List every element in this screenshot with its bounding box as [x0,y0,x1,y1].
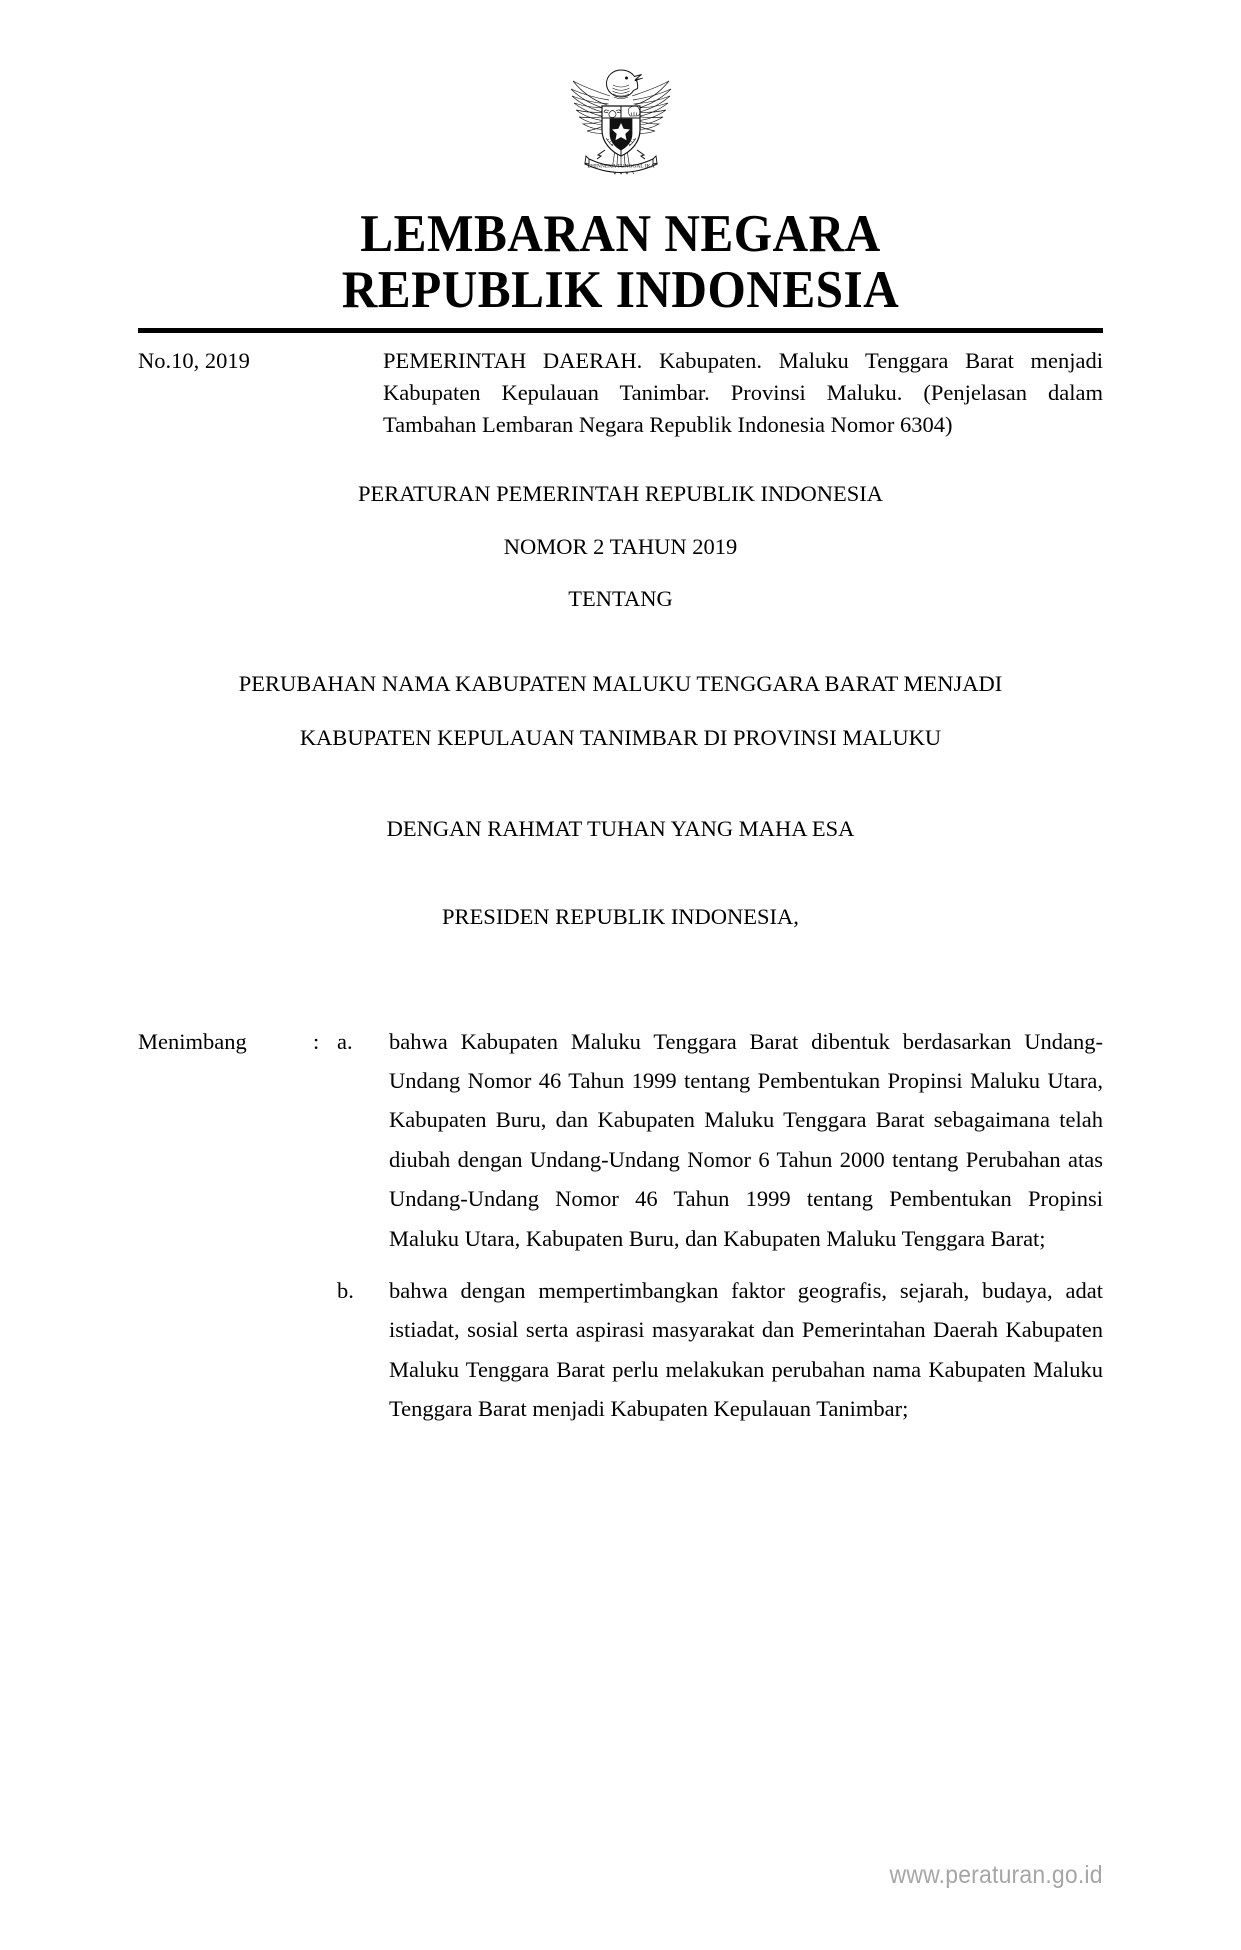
masthead [172,206,1069,318]
subject-line-1: PERUBAHAN NAMA KABUPATEN MALUKU TENGGARA BARAT MENJADI [238,670,1003,696]
regulation-type-heading: PERATURAN PEMERINTAH REPUBLIK INDONESIA [357,481,884,507]
gazette-number: No.10, 2019 [138,348,250,374]
considerations-colon: : [313,1028,320,1054]
subject-heading [138,670,1103,751]
considerations-label: Menimbang [138,1028,247,1054]
regulation-number-heading: NOMOR 2 TAHUN 2019 [503,533,738,559]
consideration-text-a: bahwa Kabupaten Maluku Tenggara Barat dibentuk berdasarkan Undang-Undang Nomor 46 Tahun 1999 tentang Pembentukan Propinsi Maluku Utara, Kabupaten Buru, dan Kabupaten Maluku Tenggara Barat sebagaimana telah diubah dengan Undang-Undang Nomor 6 Tahun 2000 tentang Perubahan atas Undang-Undang Nomor 46 Tahun 1999 tentang Pembentukan Propinsi Maluku Utara, Kabupaten Buru, dan Kabupaten Maluku Tenggara Barat; [389,1028,1103,1251]
emblem-container [138,0,1103,192]
consideration-item-a [138,1022,1103,1258]
consideration-item-b [138,1271,1103,1429]
masthead-line-1: LEMBARAN NEGARA [360,205,881,263]
subject-line-2: KABUPATEN KEPULAUAN TANIMBAR DI PROVINSI MALUKU [299,725,942,751]
consideration-marker-a: a. [337,1028,353,1054]
source-watermark: www.peraturan.go.id [889,1861,1103,1889]
blessing-line: DENGAN RAHMAT TUHAN YANG MAHA ESA [386,815,855,841]
gazette-description: PEMERINTAH DAERAH. Kabupaten. Maluku Tenggara Barat menjadi Kabupaten Kepulauan Tanimbar. Provinsi Maluku. (Penjelasan dalam Tambahan Lembaran Negara Republik Indonesia Nomor 6304) [383,348,1103,438]
authority-line: PRESIDEN REPUBLIK INDONESIA, [442,903,799,929]
emblem-motto-text: BHINNEKA TUNGGAL IKA [586,163,655,170]
consideration-marker-b: b. [337,1277,354,1303]
considerations-section [138,1022,1103,1429]
about-heading: TENTANG [568,586,673,612]
header-divider [138,328,1103,333]
reference-block [138,345,1103,441]
consideration-text-b: bahwa dengan mempertimbangkan faktor geografis, sejarah, budaya, adat istiadat, sosial serta aspirasi masyarakat dan Pemerintahan Daerah Kabupaten Maluku Tenggara Barat perlu melakukan perubahan nama Kabupaten Maluku Tenggara Barat menjadi Kabupaten Kepulauan Tanimbar; [389,1277,1103,1422]
masthead-line-2: REPUBLIK INDONESIA [341,261,900,320]
garuda-pancasila-emblem [546,52,696,192]
